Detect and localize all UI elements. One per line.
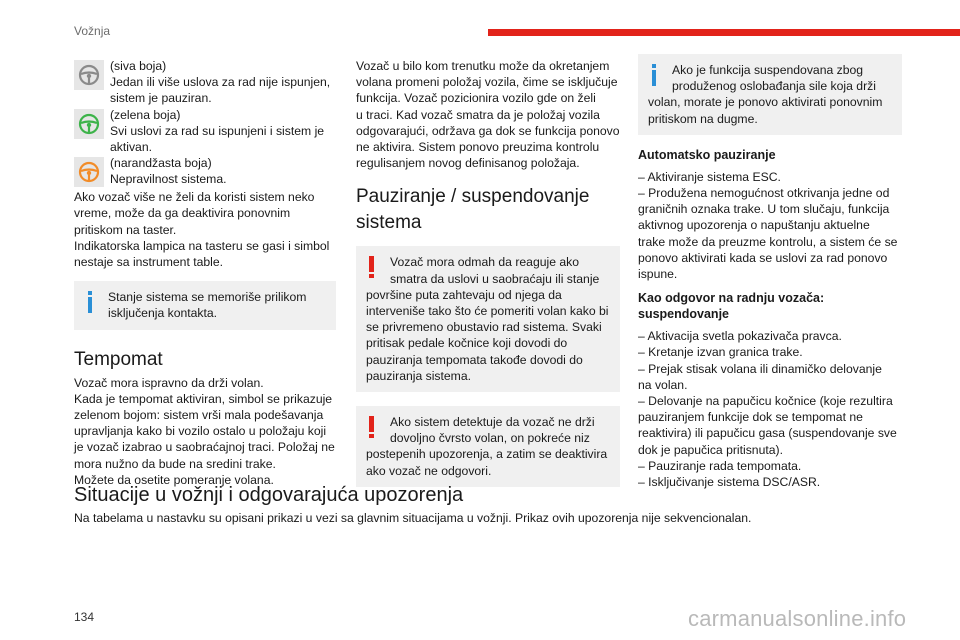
text-line: površine puta zahtevaju od njega da	[366, 287, 562, 302]
text-line: u traci. Kad vozač smatra da je položaj vozila	[356, 107, 600, 122]
text-line: Indikatorska lampica na tasteru se gasi i simbol	[74, 238, 330, 253]
text-line: pritiskom na taster.	[74, 222, 177, 237]
text-line: nestaje sa instrument table.	[74, 255, 224, 270]
text-line: aktivan.	[110, 140, 153, 155]
driver-action-list	[638, 328, 902, 490]
text-line: Vozač mora ispravno da drži volan.	[74, 375, 264, 390]
list-item: dok je papučica pritisnuta).	[638, 442, 783, 457]
situations-text: Na tabelama u nastavku su opisani prikazi u vezi sa glavnim situacijama u vožnji. Prikaz ovih upozorenja nije sekvencionalan.	[74, 511, 752, 525]
intro-text	[356, 58, 620, 171]
list-item: – Delovanje na papučicu kočnice (koje rezultira	[638, 394, 893, 409]
steering-wheel-grey-icon	[74, 60, 104, 90]
heading-line: Kao odgovor na radnju vozača:	[638, 291, 825, 306]
info-note	[638, 54, 902, 135]
driver-action-heading	[638, 290, 902, 322]
text-line: ako vozač ne odgovori.	[366, 463, 492, 478]
text-line: vreme, može da ga deaktivira ponovnim	[74, 206, 291, 221]
info-icon	[652, 64, 656, 86]
text-line: zelenom bojom: sistem vrši mala podešavanja	[74, 408, 324, 423]
text-line: pritisak pedale kočnice koji dovodi do	[366, 336, 568, 351]
list-item: aktivnog upozorenja o napuštanju aktuelne	[638, 218, 870, 233]
text-line: postepenih upozorenja, a zatim se deaktivira	[366, 447, 608, 462]
list-item: na volan.	[638, 377, 688, 392]
text-line: Možete da osetite pomeranje volana.	[74, 472, 274, 487]
list-item: reaktivira) ili papučicu gasa (suspendovanje sve	[638, 426, 897, 441]
text-line: Vozač mora odmah da reaguje ako	[390, 255, 580, 270]
list-item: – Isključivanje sistema DSC/ASR.	[638, 475, 821, 490]
list-item: – Aktiviranje sistema ESC.	[638, 169, 781, 184]
text-line: upravljanja kako bi vozilo ostalo u položaju koji	[74, 424, 327, 439]
text-line: odgovarajući, održava ga dok se funkcija ponovo	[356, 123, 620, 138]
heading-line: sistema	[356, 212, 422, 234]
text-line: volana promeni položaj vozila, čime se isključuje	[356, 75, 618, 90]
info-note	[74, 281, 336, 329]
warning-note	[356, 406, 620, 487]
text-line: Kada je tempomat aktiviran, simbol se prikazuje	[74, 391, 333, 406]
text-line: je vozač izabrao u saobraćajnoj traci. Položaj ne	[74, 440, 335, 455]
tempomat-text	[74, 375, 336, 488]
warning-icon	[369, 416, 375, 438]
text-line: interveniše tako što će pomeriti volan kako bi	[366, 304, 609, 319]
steering-wheel-orange-icon	[74, 157, 104, 187]
text-line: dovoljno čvrsto volan, on pokreće niz	[390, 431, 590, 446]
text-line: ne aktivira. Sistem ponovo preuzima kontrolu	[356, 140, 600, 155]
text-line: pauziranja tempomata takođe dovodi do	[366, 352, 583, 367]
right-column	[638, 54, 902, 490]
text-line: (narandžasta boja)	[110, 156, 212, 171]
indicator-state	[74, 107, 336, 156]
indicator-states	[74, 58, 336, 189]
text-line: mora nužno da bude na sredini trake.	[74, 456, 276, 471]
list-item: – Prejak stisak volana ili dinamičko delovanje	[638, 361, 882, 376]
text-line: se privremeno obustavio rad sistema. Svaki	[366, 320, 602, 335]
auto-pause-heading: Automatsko pauziranje	[638, 147, 776, 162]
list-item: graničnih oznaka trake. U tom slučaju, funkcija	[638, 202, 890, 217]
pause-heading	[356, 184, 620, 236]
list-item: – Produžena nemogućnost otkrivanja jedne od	[638, 186, 890, 201]
list-item: – Aktivacija svetla pokazivača pravca.	[638, 329, 842, 344]
text-line: regulisanjem novog definisanog položaja.	[356, 156, 580, 171]
text-line: volan, morate je ponovo aktivirati ponovnim	[648, 95, 883, 110]
text-line: Svi uslovi za rad su ispunjeni i sistem je	[110, 123, 325, 138]
text-line: Vozač u bilo kom trenutku može da okretanjem	[356, 59, 610, 73]
middle-column	[356, 58, 620, 487]
header-accent-bar	[488, 29, 960, 36]
list-item: ponovo aktivirati kada se uslovi za rad ponovo	[638, 250, 888, 265]
deactivate-text	[74, 189, 336, 270]
list-item: – Pauziranje rada tempomata.	[638, 458, 802, 473]
tempomat-heading: Tempomat	[74, 348, 163, 370]
list-item: trake može da preuzme kontrolu, a sistem će se	[638, 234, 898, 249]
text-line: (zelena boja)	[110, 107, 181, 122]
list-item: pauziranjem funkcije dok se tempomat ne	[638, 410, 863, 425]
text-line: pritiskom na dugme.	[648, 111, 758, 126]
text-line: Nepravilnost sistema.	[110, 172, 227, 187]
text-line: produženog oslobađanja sile koja drži	[672, 79, 876, 94]
heading-line: Pauziranje / suspendovanje	[356, 186, 590, 208]
text-line: pauziranja sistema.	[366, 368, 471, 383]
text-line: Jedan ili više uslova za rad nije ispunjen,	[110, 75, 331, 90]
indicator-state	[74, 58, 336, 107]
text-line: funkcija. Vozač pozicionira vozilo gde on želi	[356, 91, 596, 106]
indicator-state	[74, 155, 336, 189]
watermark: carmanualsonline.info	[688, 606, 907, 631]
text-line: (siva boja)	[110, 59, 167, 73]
text-line: isključenja kontakta.	[108, 306, 218, 321]
steering-wheel-green-icon	[74, 109, 104, 139]
text-line: smatra da uslovi u saobraćaju ili stanje	[390, 271, 600, 286]
text-line: sistem je pauziran.	[110, 91, 212, 106]
left-column	[74, 58, 336, 488]
info-icon	[88, 291, 92, 313]
text-line: Ako sistem detektuje da vozač ne drži	[390, 415, 595, 430]
text-line: Ako vozač više ne želi da koristi sistem neko	[74, 190, 315, 205]
list-item: – Kretanje izvan granica trake.	[638, 345, 803, 360]
auto-pause-list	[638, 169, 902, 282]
text-line: Stanje sistema se memoriše prilikom	[108, 290, 307, 305]
warning-note	[356, 246, 620, 392]
list-item: ispune.	[638, 267, 678, 282]
warning-icon	[369, 256, 375, 278]
page-number: 134	[74, 610, 95, 624]
situations-heading: Situacije u vožnji i odgovarajuća upozorenja	[74, 484, 464, 506]
section-title: Vožnja	[74, 24, 111, 38]
heading-line: suspendovanje	[638, 307, 729, 322]
text-line: Ako je funkcija suspendovana zbog	[672, 63, 864, 77]
